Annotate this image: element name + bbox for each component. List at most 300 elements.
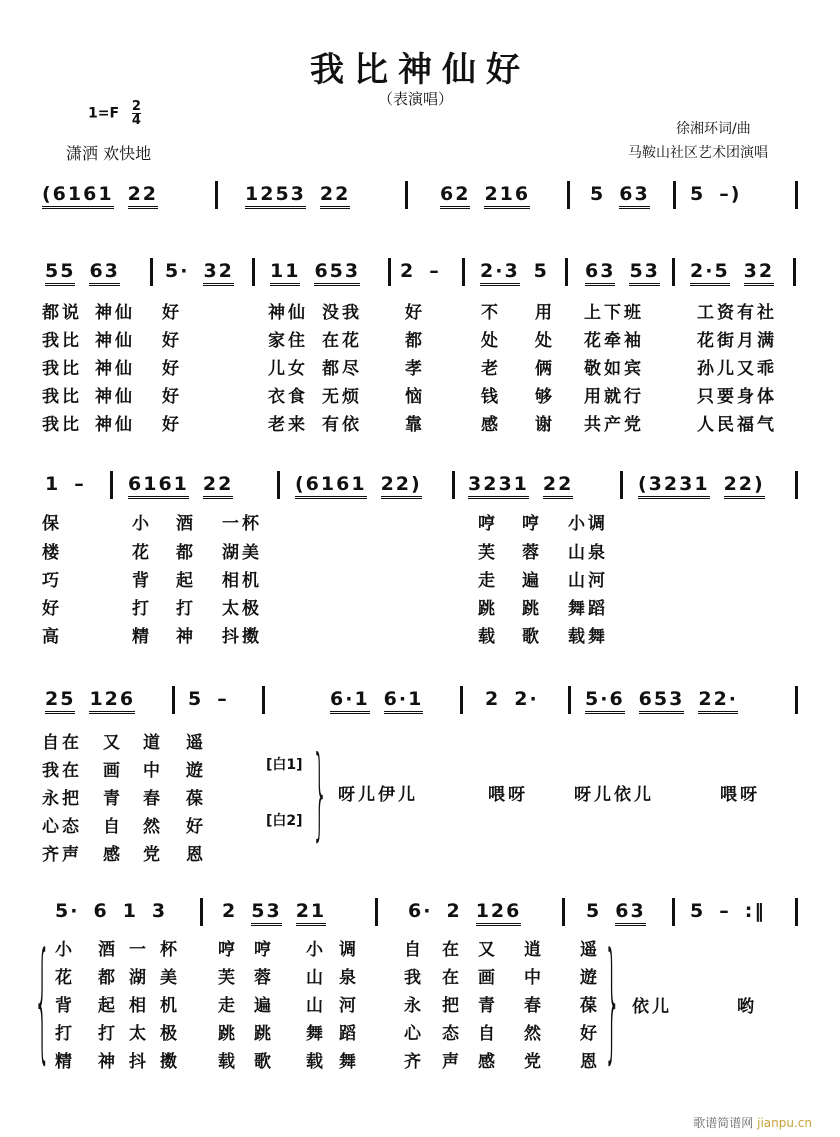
note-group: 3231 xyxy=(468,473,529,499)
note-group: 2 xyxy=(400,260,416,282)
note-group: 5 xyxy=(690,183,706,205)
lyric-text: 花牵袖 xyxy=(584,331,644,351)
lyric-text: 跳 xyxy=(522,599,542,619)
lyric-text: 神 xyxy=(98,1052,118,1072)
note-group: 2 xyxy=(222,900,238,922)
measure xyxy=(45,473,86,496)
lyric-text: 态 xyxy=(442,1024,462,1044)
note-group: 6161 xyxy=(128,473,189,499)
spoken-marker: [白1] xyxy=(266,757,303,773)
lyric-text: 衣食 xyxy=(268,387,308,407)
key-signature xyxy=(88,100,141,127)
subtitle: （表演唱） xyxy=(378,90,454,108)
barline xyxy=(460,686,463,714)
note-group: 32 xyxy=(744,260,774,286)
lyric-text: 山 xyxy=(306,968,326,988)
lyric-text: 神仙 xyxy=(95,359,135,379)
note-group: 6· xyxy=(408,900,433,922)
key: 1=F xyxy=(88,105,120,122)
lyric-text: 够 xyxy=(535,387,555,407)
note-group: 653 xyxy=(314,260,360,286)
lyric-text: 好 xyxy=(162,387,182,407)
refrain-text: 呀儿伊儿 xyxy=(338,785,418,805)
lyric-text: 芙 xyxy=(478,543,498,563)
lyric-text: 小 xyxy=(306,940,326,960)
staff-line xyxy=(0,900,840,930)
note-group: 2·3 xyxy=(480,260,520,286)
measure xyxy=(638,473,765,499)
lyric-text: 在花 xyxy=(322,331,362,351)
lyric-text: 神仙 xyxy=(268,303,308,323)
lyric-text: 抖擞 xyxy=(222,627,262,647)
lyric-text: 载舞 xyxy=(568,627,608,647)
lyric-text: 遍 xyxy=(254,996,274,1016)
lyric-text: 太极 xyxy=(222,599,262,619)
lyric-text: 自 xyxy=(404,940,424,960)
lyric-text: 起 xyxy=(176,571,196,591)
lyric-text: 跳 xyxy=(218,1024,238,1044)
lyric-text: 歌 xyxy=(522,627,542,647)
performer-credit: 马鞍山社区艺术团演唱 xyxy=(628,145,768,161)
barline xyxy=(388,258,391,286)
barline xyxy=(795,471,798,499)
lyric-text: 中 xyxy=(143,761,163,781)
note-group: 653 xyxy=(639,688,685,714)
lyric-text: 杯 xyxy=(160,940,180,960)
lyric-text: 我比 xyxy=(42,359,82,379)
note-group: 53 xyxy=(251,900,281,926)
barline xyxy=(375,898,378,926)
barline xyxy=(795,686,798,714)
note-group: 22 xyxy=(320,183,350,209)
measure xyxy=(400,260,441,283)
staff-line xyxy=(0,688,840,718)
lyric-text: 孝 xyxy=(405,359,425,379)
measure xyxy=(408,900,521,926)
lyric-text: 背 xyxy=(132,571,152,591)
lyric-text: 俩 xyxy=(535,359,555,379)
lyric-text: 精 xyxy=(55,1052,75,1072)
note-group: 5 xyxy=(590,183,606,205)
lyric-text: 擞 xyxy=(160,1052,180,1072)
note-group: 126 xyxy=(89,688,135,714)
lyric-text: 舞 xyxy=(339,1052,359,1072)
lyric-text: 不 xyxy=(481,303,501,323)
lyric-text: 巧 xyxy=(42,571,62,591)
lyric-text: 山河 xyxy=(568,571,608,591)
time-denominator: 4 xyxy=(131,113,141,128)
lyric-text: 在 xyxy=(442,968,462,988)
lyric-text: 蹈 xyxy=(339,1024,359,1044)
lyric-text: 都 xyxy=(176,543,196,563)
measure xyxy=(222,900,326,926)
lyric-text: 神仙 xyxy=(95,331,135,351)
lyric-text: 用 xyxy=(535,303,555,323)
lyric-text: 哼 xyxy=(254,940,274,960)
note-group: 2 xyxy=(446,900,462,922)
lyric-text: 背 xyxy=(55,996,75,1016)
watermark-domain: jianpu.cn xyxy=(757,1116,812,1130)
note-group: (3231 xyxy=(638,473,710,499)
note-group: – xyxy=(74,473,86,495)
lyric-text: 酒 xyxy=(176,514,196,534)
lyric-text: 逍 xyxy=(524,940,544,960)
brace: } xyxy=(604,924,621,1076)
lyric-text: 敬如宾 xyxy=(584,359,644,379)
lyric-text: 好 xyxy=(42,599,62,619)
staff-line xyxy=(0,260,840,290)
barline xyxy=(452,471,455,499)
measure xyxy=(45,688,135,714)
note-group: 32 xyxy=(203,260,233,286)
note-group: (6161 xyxy=(295,473,367,499)
lyric-text: 感 xyxy=(103,845,123,865)
lyric-text: 神仙 xyxy=(95,303,135,323)
measure xyxy=(585,688,738,714)
lyric-text: 青 xyxy=(478,996,498,1016)
lyric-text: 感 xyxy=(481,415,501,435)
lyric-text: 齐 xyxy=(404,1052,424,1072)
refrain-text: 依儿 xyxy=(632,997,672,1017)
lyric-text: 山 xyxy=(306,996,326,1016)
lyric-text: 春 xyxy=(143,789,163,809)
lyric-text: 我比 xyxy=(42,415,82,435)
lyric-text: 蓉 xyxy=(254,968,274,988)
note-group: 22) xyxy=(381,473,422,499)
note-group: 1253 xyxy=(245,183,306,209)
lyric-text: 打 xyxy=(55,1024,75,1044)
note-group: 1 xyxy=(45,473,61,495)
barline xyxy=(110,471,113,499)
barline xyxy=(793,258,796,286)
measure xyxy=(586,900,646,926)
lyric-text: 好 xyxy=(162,415,182,435)
barline xyxy=(405,181,408,209)
lyric-text: 然 xyxy=(143,817,163,837)
note-group: 1 xyxy=(122,900,138,922)
lyric-text: 恩 xyxy=(186,845,206,865)
note-group: 216 xyxy=(484,183,530,209)
lyric-text: 泉 xyxy=(339,968,359,988)
barline xyxy=(200,898,203,926)
barline xyxy=(620,471,623,499)
lyric-text: 载 xyxy=(218,1052,238,1072)
refrain-text: 呀儿依儿 xyxy=(574,785,654,805)
lyric-text: 好 xyxy=(162,303,182,323)
lyric-text: 极 xyxy=(160,1024,180,1044)
note-group: 5 xyxy=(188,688,204,710)
lyric-text: 好 xyxy=(162,331,182,351)
lyric-text: 老 xyxy=(481,359,501,379)
lyric-text: 心态 xyxy=(42,817,82,837)
lyric-text: 保 xyxy=(42,514,62,534)
lyric-text: 小 xyxy=(55,940,75,960)
note-group: 2· xyxy=(514,688,539,710)
lyric-text: 心 xyxy=(404,1024,424,1044)
lyric-text: 用就行 xyxy=(584,387,644,407)
lyric-text: 歌 xyxy=(254,1052,274,1072)
lyric-text: 青 xyxy=(103,789,123,809)
lyric-text: 又 xyxy=(103,733,123,753)
lyric-text: 一 xyxy=(129,940,149,960)
lyric-text: 钱 xyxy=(481,387,501,407)
lyric-text: 在 xyxy=(442,940,462,960)
note-group: :‖ xyxy=(744,900,766,922)
lyric-text: 遊 xyxy=(186,761,206,781)
note-group: –) xyxy=(719,183,742,205)
note-group: 6·1 xyxy=(384,688,424,714)
note-group: 2 xyxy=(485,688,501,710)
lyric-text: 靠 xyxy=(405,415,425,435)
lyric-text: 处 xyxy=(481,331,501,351)
lyric-text: 小调 xyxy=(568,514,608,534)
lyric-text: 恩 xyxy=(580,1052,600,1072)
note-group: (6161 xyxy=(42,183,114,209)
lyric-text: 把 xyxy=(442,996,462,1016)
song-title: 我比神仙好 xyxy=(310,50,530,90)
lyric-text: 打 xyxy=(176,599,196,619)
lyric-text: 走 xyxy=(218,996,238,1016)
lyric-text: 我 xyxy=(404,968,424,988)
measure xyxy=(468,473,573,499)
lyric-text: 载 xyxy=(306,1052,326,1072)
lyric-text: 芙 xyxy=(218,968,238,988)
barline xyxy=(568,686,571,714)
note-group: – xyxy=(217,688,229,710)
lyric-text: 声 xyxy=(442,1052,462,1072)
lyric-text: 又 xyxy=(478,940,498,960)
measure xyxy=(270,260,360,286)
measure xyxy=(690,183,741,206)
note-group: 63 xyxy=(89,260,119,286)
measure xyxy=(295,473,422,499)
lyric-text: 人民福气 xyxy=(697,415,777,435)
note-group: 22) xyxy=(724,473,765,499)
lyric-text: 家住 xyxy=(268,331,308,351)
lyric-text: 葆 xyxy=(186,789,206,809)
note-group: 5 xyxy=(533,260,549,282)
spoken-marker: [白2] xyxy=(266,813,303,829)
lyric-text: 神仙 xyxy=(95,387,135,407)
measure xyxy=(165,260,234,286)
lyric-text: 跳 xyxy=(478,599,498,619)
lyric-text: 相 xyxy=(129,996,149,1016)
note-group: 62 xyxy=(440,183,470,209)
time-signature xyxy=(132,100,141,127)
note-group: 5 xyxy=(586,900,602,922)
note-group: 2·5 xyxy=(690,260,730,286)
lyric-text: 机 xyxy=(160,996,180,1016)
lyric-text: 小 xyxy=(132,514,152,534)
tempo-marking: 潇洒 欢快地 xyxy=(66,144,152,163)
lyric-text: 只要身体 xyxy=(697,387,777,407)
lyric-text: 画 xyxy=(478,968,498,988)
note-group: 6·1 xyxy=(330,688,370,714)
barline xyxy=(562,898,565,926)
lyric-text: 齐声 xyxy=(42,845,82,865)
lyric-text: 好 xyxy=(405,303,425,323)
lyric-text: 有依 xyxy=(322,415,362,435)
lyric-text: 哼 xyxy=(218,940,238,960)
lyric-text: 美 xyxy=(160,968,180,988)
measure xyxy=(440,183,530,209)
lyric-text: 高 xyxy=(42,627,62,647)
note-group: 53 xyxy=(629,260,659,286)
note-group: 22 xyxy=(203,473,233,499)
lyric-text: 舞蹈 xyxy=(568,599,608,619)
refrain-text: 喂呀 xyxy=(488,785,528,805)
measure xyxy=(188,688,229,711)
lyric-text: 然 xyxy=(524,1024,544,1044)
barline xyxy=(172,686,175,714)
lyric-text: 上下班 xyxy=(584,303,644,323)
note-group: 63 xyxy=(585,260,615,286)
lyric-text: 孙儿又乖 xyxy=(697,359,777,379)
lyric-text: 我比 xyxy=(42,387,82,407)
lyric-text: 老来 xyxy=(268,415,308,435)
note-group: 126 xyxy=(476,900,522,926)
note-group: 63 xyxy=(619,183,649,209)
lyric-text: 遍 xyxy=(522,571,542,591)
lyric-text: 打 xyxy=(98,1024,118,1044)
lyric-text: 一杯 xyxy=(222,514,262,534)
lyric-text: 都 xyxy=(405,331,425,351)
lyric-text: 河 xyxy=(339,996,359,1016)
lyric-text: 载 xyxy=(478,627,498,647)
lyric-text: 好 xyxy=(186,817,206,837)
lyric-text: 党 xyxy=(524,1052,544,1072)
watermark-site: 歌谱简谱网 xyxy=(693,1116,754,1130)
staff-line xyxy=(0,473,840,503)
note-group: 22 xyxy=(543,473,573,499)
barline xyxy=(795,181,798,209)
note-group: 3 xyxy=(151,900,168,922)
lyric-text: 花 xyxy=(132,543,152,563)
lyric-text: 哼 xyxy=(522,514,542,534)
brace: } xyxy=(312,734,328,851)
lyric-text: 遥 xyxy=(186,733,206,753)
lyric-text: 都 xyxy=(98,968,118,988)
lyric-text: 起 xyxy=(98,996,118,1016)
note-group: 11 xyxy=(270,260,300,286)
lyric-text: 永 xyxy=(404,996,424,1016)
staff-line xyxy=(0,183,840,213)
lyric-text: 中 xyxy=(524,968,544,988)
lyric-text: 共产党 xyxy=(584,415,644,435)
lyric-text: 永把 xyxy=(42,789,82,809)
lyric-text: 湖美 xyxy=(222,543,262,563)
lyric-text: 道 xyxy=(143,733,163,753)
note-group: – xyxy=(719,900,731,922)
measure xyxy=(480,260,549,286)
lyric-text: 遥 xyxy=(580,940,600,960)
measure xyxy=(590,183,650,209)
lyric-text: 调 xyxy=(339,940,359,960)
lyric-text: 太 xyxy=(129,1024,149,1044)
watermark xyxy=(693,1114,812,1131)
measure xyxy=(690,260,774,286)
lyric-text: 都说 xyxy=(42,303,82,323)
lyric-text: 山泉 xyxy=(568,543,608,563)
barline xyxy=(252,258,255,286)
note-group: 63 xyxy=(615,900,645,926)
measure xyxy=(690,900,766,923)
lyric-text: 相机 xyxy=(222,571,262,591)
measure xyxy=(128,473,233,499)
lyric-text: 自在 xyxy=(42,733,82,753)
lyric-text: 哼 xyxy=(478,514,498,534)
lyric-text: 楼 xyxy=(42,543,62,563)
measure xyxy=(330,688,423,714)
barline xyxy=(215,181,218,209)
lyric-text: 蓉 xyxy=(522,543,542,563)
brace: { xyxy=(34,924,51,1076)
lyric-text: 我比 xyxy=(42,331,82,351)
note-group: 5· xyxy=(55,900,80,922)
note-group: 5· xyxy=(165,260,190,282)
lyric-text: 无烦 xyxy=(322,387,362,407)
barline xyxy=(672,898,675,926)
lyric-text: 党 xyxy=(143,845,163,865)
note-group: 5·6 xyxy=(585,688,625,714)
lyric-text: 遊 xyxy=(580,968,600,988)
lyric-text: 葆 xyxy=(580,996,600,1016)
lyric-text: 神仙 xyxy=(95,415,135,435)
lyric-text: 抖 xyxy=(129,1052,149,1072)
barline xyxy=(262,686,265,714)
lyric-text: 湖 xyxy=(129,968,149,988)
lyric-text: 舞 xyxy=(306,1024,326,1044)
lyric-text: 自 xyxy=(103,817,123,837)
lyric-text: 好 xyxy=(580,1024,600,1044)
lyric-text: 儿女 xyxy=(268,359,308,379)
lyric-text: 我在 xyxy=(42,761,82,781)
lyric-text: 神 xyxy=(176,627,196,647)
lyric-text: 好 xyxy=(162,359,182,379)
barline xyxy=(150,258,153,286)
refrain-text: 哟 xyxy=(737,997,757,1017)
measure xyxy=(585,260,660,286)
refrain-text: 喂呀 xyxy=(720,785,760,805)
barline xyxy=(277,471,280,499)
author-credit: 徐湘环词/曲 xyxy=(676,121,751,137)
lyric-text: 都尽 xyxy=(322,359,362,379)
barline xyxy=(795,898,798,926)
lyric-text: 没我 xyxy=(322,303,362,323)
lyric-text: 感 xyxy=(478,1052,498,1072)
note-group: 21 xyxy=(296,900,326,926)
lyric-text: 打 xyxy=(132,599,152,619)
measure xyxy=(485,688,539,711)
lyric-text: 精 xyxy=(132,627,152,647)
lyric-text: 画 xyxy=(103,761,123,781)
note-group: 55 xyxy=(45,260,75,286)
barline xyxy=(673,181,676,209)
time-numerator: 2 xyxy=(131,99,141,114)
lyric-text: 跳 xyxy=(254,1024,274,1044)
lyric-text: 恼 xyxy=(405,387,425,407)
measure xyxy=(45,260,120,286)
lyric-text: 谢 xyxy=(535,415,555,435)
lyric-text: 走 xyxy=(478,571,498,591)
note-group: 5 xyxy=(690,900,706,922)
lyric-text: 工资有社 xyxy=(697,303,777,323)
lyric-text: 春 xyxy=(524,996,544,1016)
note-group: 22 xyxy=(128,183,158,209)
lyric-text: 酒 xyxy=(98,940,118,960)
measure xyxy=(245,183,350,209)
barline xyxy=(462,258,465,286)
